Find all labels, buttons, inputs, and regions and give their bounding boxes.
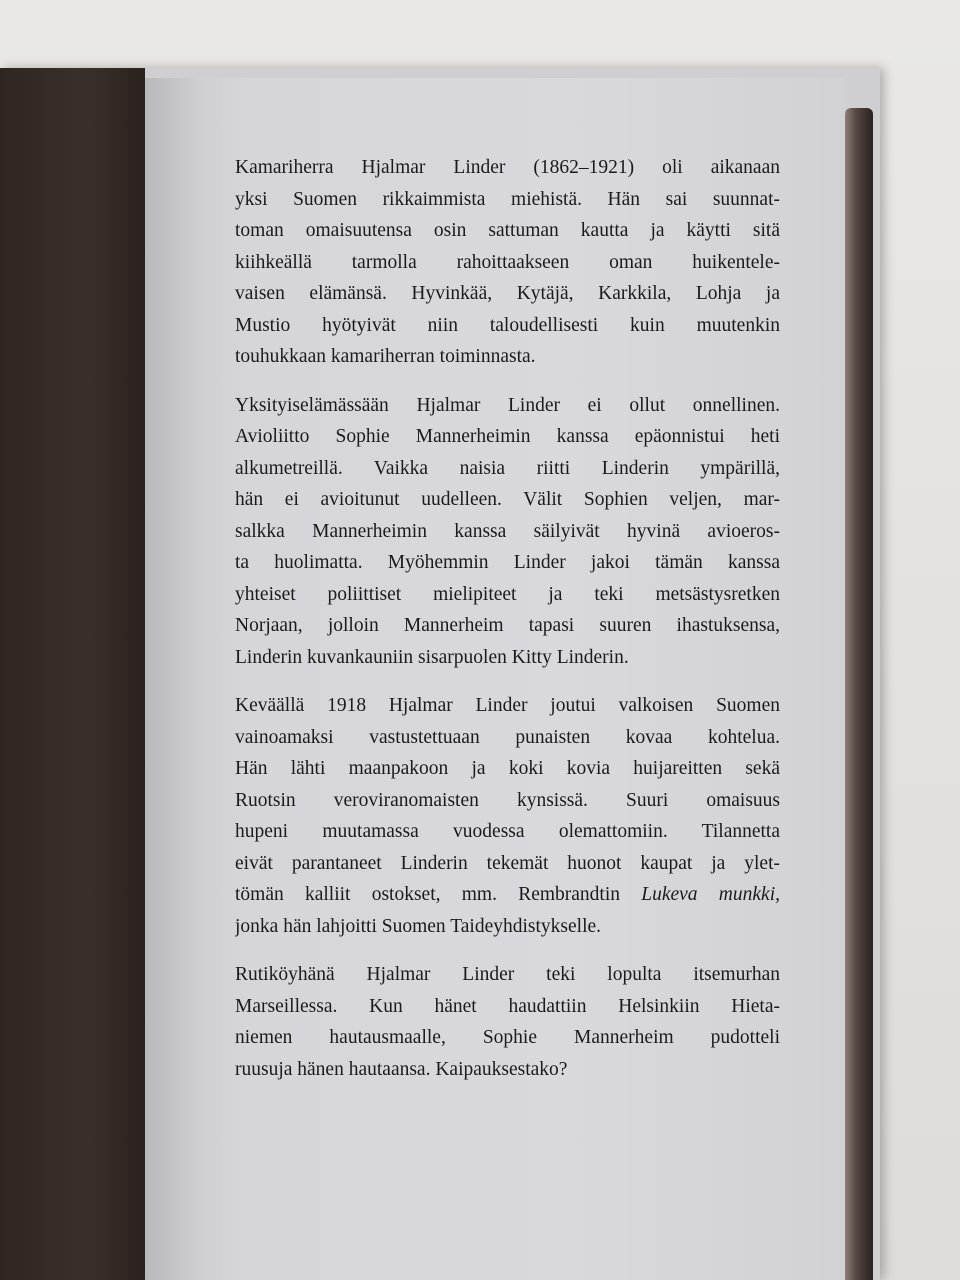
text-line: Linderin kuvankauniin sisarpuolen Kitty Linderin. [235, 646, 629, 668]
book-spine [845, 108, 873, 1280]
paragraph-3 [235, 690, 780, 942]
paragraph-1 [235, 152, 780, 373]
text-line: vaisen elämänsä. Hyvinkää, Kytäjä, Karkkila, Lohja ja [235, 283, 780, 304]
text-line: Ruotsin veroviranomaisten kynsissä. Suuri omaisuus [235, 789, 780, 811]
text-line: ruusuja hänen hautaansa. Kaipauksestako? [235, 1058, 568, 1080]
text-segment: tömän kalliit ostokset, mm. Rembrandtin [235, 884, 642, 905]
text-line: kiihkeällä tarmolla rahoittaakseen oman huikentele- [235, 251, 780, 273]
text-line: toman omaisuutensa osin sattuman kautta ja käytti sitä [235, 220, 780, 241]
text-line: hupeni muutamassa vuodessa olemattomiin. Tilannetta [235, 821, 780, 842]
text-line: Yksityiselämässään Hjalmar Linder ei ollut onnellinen. [235, 394, 780, 416]
text-line: Rutiköyhänä Hjalmar Linder teki lopulta itsemurhan [235, 964, 780, 985]
paragraph-2 [235, 390, 780, 674]
text-line: Kamariherra Hjalmar Linder (1862–1921) oli aikanaan [235, 157, 780, 178]
text-line: yksi Suomen rikkaimmista miehistä. Hän sai suunnat- [235, 188, 780, 210]
text-line [235, 879, 780, 911]
text-line: Mustio hyötyivät niin taloudellisesti kuin muutenkin [235, 314, 780, 336]
text-line: alkumetreillä. Vaikka naisia riitti Linderin ympärillä, [235, 457, 780, 479]
text-line: Norjaan, jolloin Mannerheim tapasi suuren ihastuksensa, [235, 615, 780, 636]
panel-shadow [145, 78, 205, 1280]
text-line: hän ei avioitunut uudelleen. Välit Sophien veljen, mar- [235, 489, 780, 510]
text-line: eivät parantaneet Linderin tekemät huonot kaupat ja ylet- [235, 852, 780, 874]
text-line: jonka hän lahjoitti Suomen Taideyhdistykselle. [235, 915, 602, 937]
text-line: Keväällä 1918 Hjalmar Linder joutui valkoisen Suomen [235, 695, 780, 716]
text-line: Avioliitto Sophie Mannerheimin kanssa epäonnistui heti [235, 426, 780, 447]
paragraph-4 [235, 959, 780, 1085]
text-line: Hän lähti maanpakoon ja koki kovia huijareitten sekä [235, 758, 780, 779]
text-line: touhukkaan kamariherran toiminnasta. [235, 346, 536, 367]
text-line: niemen hautausmaalle, Sophie Mannerheim pudotteli [235, 1027, 780, 1048]
text-line: yhteiset poliittiset mielipiteet ja teki metsästysretken [235, 583, 780, 605]
text-line: ta huolimatta. Myöhemmin Linder jakoi tämän kanssa [235, 552, 780, 573]
back-cover-text [235, 152, 780, 1102]
painting-title: Lukeva munkki, [641, 884, 780, 905]
text-line: Marseillessa. Kun hänet haudattiin Helsinkiin Hieta- [235, 995, 780, 1017]
text-line: salkka Mannerheimin kanssa säilyivät hyvinä avioeros- [235, 520, 780, 542]
text-line: vainoamaksi vastustettuaan punaisten kovaa kohtelua. [235, 726, 780, 748]
dark-cover-panel [0, 68, 145, 1280]
